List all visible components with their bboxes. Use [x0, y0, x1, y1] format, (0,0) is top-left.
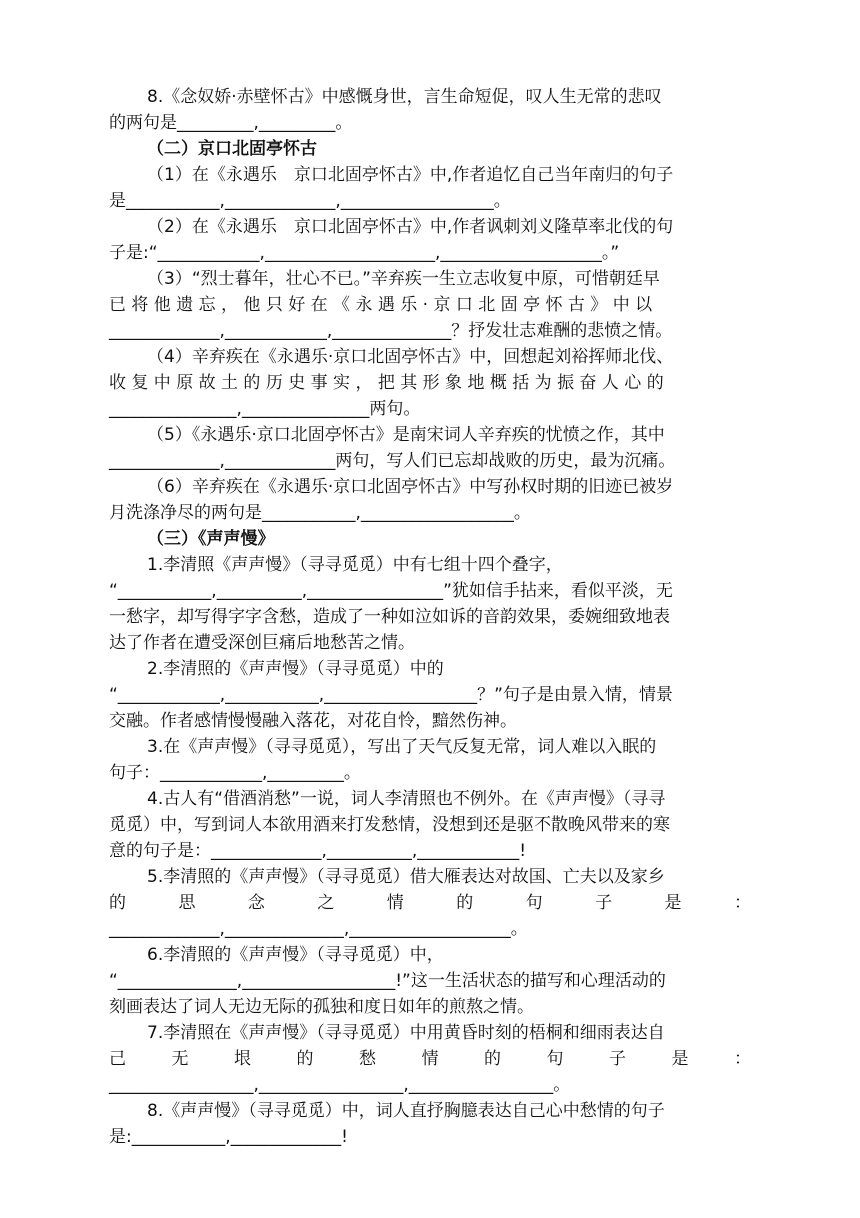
s3-q5-line3: _____________,______________,___________________。: [109, 919, 528, 939]
s2-q5-line2: _____________,_____________两句，写人们已忘却战败的历史，最为沉痛。: [109, 451, 676, 471]
s3-q1-line4: 达了作者在遭受深创巨痛后地愁苦之情。: [109, 633, 415, 653]
s2-q4-line2: 收 复 中 原 故 土 的 历 史 事 实 ， 把 其 形 象 地 概 括 为 振 奋 人 心 的: [109, 373, 664, 393]
s2-q2-line2: 子是:“____________,____________________,___________________。”: [109, 243, 620, 263]
s2-q4-line3: _______________,_______________两句。: [109, 399, 421, 419]
s3-q4-line2: 觅觅）中，写到词人本欲用酒来打发愁情，没想到还是驱不散晚风带来的寒: [109, 815, 670, 835]
s3-q7-line3: _________________,_________________,_________________。: [109, 1075, 571, 1095]
s2-q3-line3: _____________,____________,______________？抒发壮志难酬的悲愤之情。: [109, 321, 673, 341]
s3-q1-line3: 一愁字，却写得字字含愁，造成了一种如泣如诉的音韵效果，委婉细致地表: [109, 607, 670, 627]
s3-q6-line3: 刻画表达了词人无边无际的孤独和度日如年的煎熬之情。: [109, 997, 534, 1017]
section-heading-2: （二）京口北固亭怀古: [147, 139, 317, 159]
s3-q2-line1: 2.李清照的《声声慢》（寻寻觅觅）中的: [147, 659, 444, 679]
s3-q1-line1: 1.李清照《声声慢》（寻寻觅觅）中有七组十四个叠字，: [147, 555, 563, 575]
s3-q7-line2: 己 无 垠 的 愁 情 的 句 子 是 ：: [109, 1049, 751, 1069]
s3-q6-line1: 6.李清照的《声声慢》（寻寻觅觅）中，: [147, 945, 444, 965]
s2-q6-line1: （6）辛弃疾在《永遇乐·京口北固亭怀古》中写孙权时期的旧迹已被岁: [147, 477, 674, 497]
s2-q1-line2: 是___________,_____________,__________________。: [109, 191, 511, 211]
s3-q5-line2: 的 思 念 之 情 的 句 子 是 ：: [109, 893, 751, 913]
s3-q3-line1: 3.在《声声慢》（寻寻觅觅），写出了天气反复无常，词人难以入眠的: [147, 737, 657, 757]
q8-line1: 8.《念奴娇·赤壁怀古》中感慨身世，言生命短促，叹人生无常的悲叹: [147, 87, 662, 107]
s3-q7-line1: 7.李清照在《声声慢》（寻寻觅觅）中用黄昏时刻的梧桐和细雨表达自: [147, 1023, 665, 1043]
s2-q4-line1: （4）辛弃疾在《永遇乐·京口北固亭怀古》中，回想起刘裕挥师北伐、: [147, 347, 674, 367]
s3-q8-line2: 是:___________,_____________!: [109, 1127, 348, 1147]
s3-q3-line2: 句子：____________,_________。: [109, 763, 361, 783]
section-heading-3: （三）《声声慢》: [147, 529, 275, 549]
s3-q8-line1: 8.《声声慢》（寻寻觅觅）中，词人直抒胸臆表达自己心中愁情的句子: [147, 1101, 665, 1121]
s2-q3-line1: （3）“烈士暮年，壮心不已。”辛弃疾一生立志收复中原，可惜朝廷早: [147, 269, 660, 289]
s2-q6-line2: 月洗涤净尽的两句是___________,__________________。: [109, 503, 531, 523]
s2-q2-line1: （2）在《永遇乐 京口北固亭怀古》中,作者讽刺刘义隆草率北伐的句: [147, 217, 674, 237]
s3-q2-line2: “____________,___________,__________________？”句子是由景入情，情景: [109, 685, 673, 705]
s3-q1-line2: “___________,__________,________________”犹如信手拈来，看似平淡，无: [109, 581, 673, 601]
s2-q1-line1: （1）在《永遇乐 京口北固亭怀古》中,作者追忆自己当年南归的句子: [147, 165, 674, 185]
s2-q3-line2: 已 将 他 遗 忘 ， 他 只 好 在 《 永 遇 乐 · 京 口 北 固 亭 怀 古 》 中 以: [109, 295, 653, 315]
s3-q2-line3: 交融。作者感情慢慢融入落花，对花自怜，黯然伤神。: [109, 711, 517, 731]
q8-line2: 的两句是_________,_________。: [109, 113, 353, 133]
s3-q6-line2: “______________,__________________!”这一生活状态的描写和心理活动的: [109, 971, 666, 991]
s2-q5-line1: （5）《永遇乐·京口北固亭怀古》是南宋词人辛弃疾的忧愤之作，其中: [147, 425, 665, 445]
s3-q4-line1: 4.古人有“借酒消愁”一说，词人李清照也不例外。在《声声慢》（寻寻: [147, 789, 666, 809]
s3-q4-line3: 意的句子是：_____________,__________,____________!: [109, 841, 527, 861]
s3-q5-line1: 5.李清照的《声声慢》（寻寻觅觅）借大雁表达对故国、亡夫以及家乡: [147, 867, 665, 887]
